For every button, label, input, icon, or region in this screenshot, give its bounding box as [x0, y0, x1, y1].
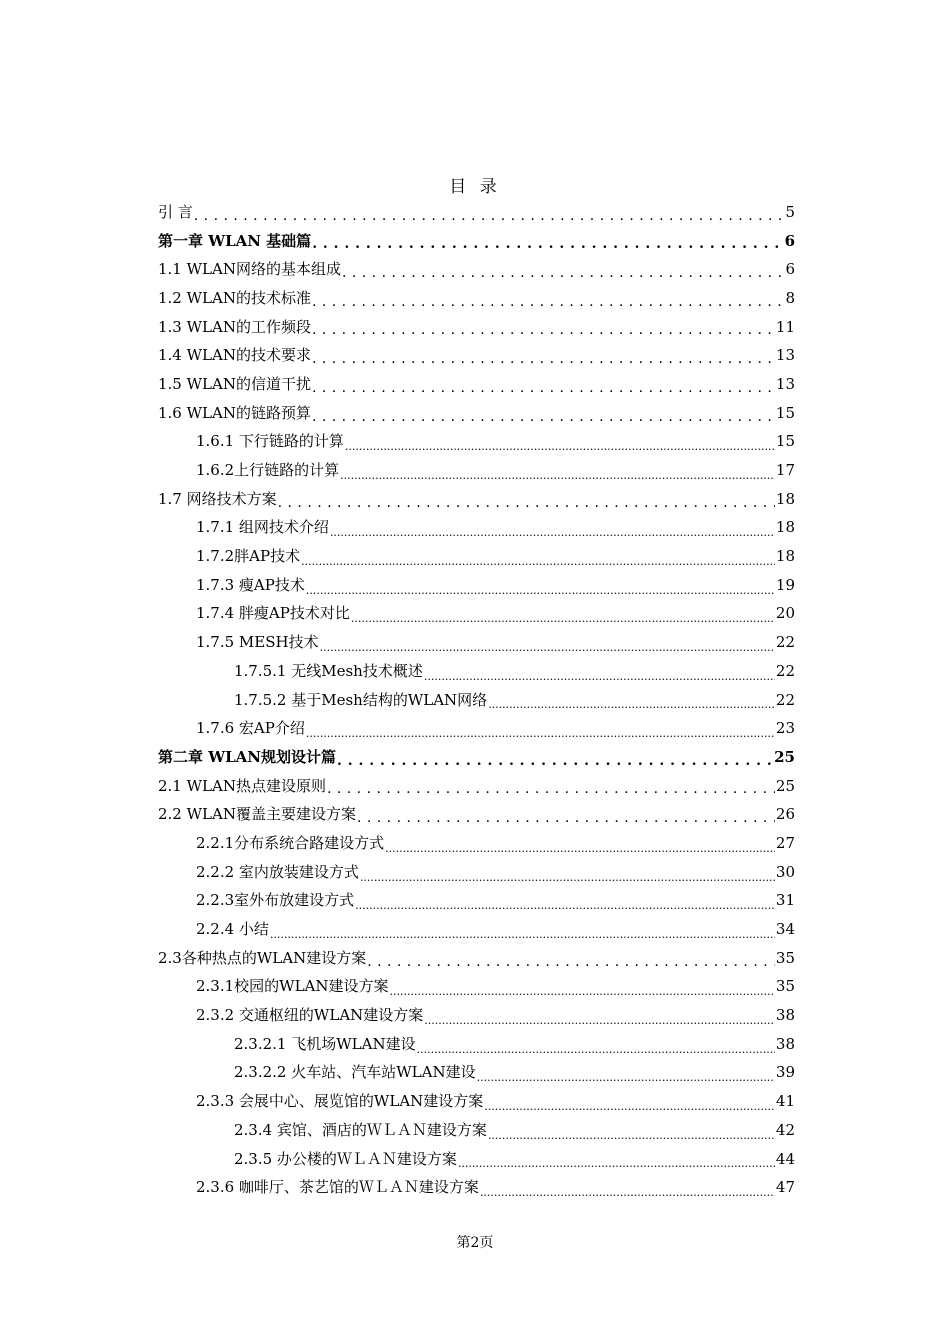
dot-leader	[367, 957, 775, 973]
toc-entry[interactable]	[158, 829, 795, 858]
toc-entry-label: 2.2.3室外布放建设方式	[196, 891, 355, 910]
dot-leader	[306, 727, 775, 743]
toc-entry-page-number: 41	[775, 1092, 795, 1111]
toc-entry-label: 2.3.4 宾馆、酒店的ＷＬＡＮ建设方案	[234, 1120, 487, 1139]
toc-entry-label: 1.6 WLAN的链路预算	[158, 403, 311, 422]
toc-entry[interactable]	[158, 313, 795, 342]
toc-entry-label: 1.4 WLAN的技术要求	[158, 346, 311, 365]
toc-entry[interactable]	[158, 1116, 795, 1145]
toc-entry-label: 1.7.5.2 基于Mesh结构的WLAN网络	[234, 690, 488, 709]
toc-entry[interactable]	[158, 485, 795, 514]
toc-entry-label: 2.3.6 咖啡厅、茶艺馆的ＷＬＡＮ建设方案	[196, 1178, 479, 1197]
toc-entry-page-number: 8	[785, 288, 795, 307]
dot-leader	[458, 1157, 775, 1173]
toc-entry-label: 2.3.1校园的WLAN建设方案	[196, 977, 389, 996]
toc-entry-label: 2.3.2.1 飞机场WLAN建设	[234, 1034, 416, 1053]
dot-leader	[306, 584, 775, 600]
toc-entry-page-number: 18	[775, 489, 795, 508]
toc-entry-page-number: 13	[775, 346, 795, 365]
toc-entry-label: 2.3.2.2 火车站、汽车站WLAN建设	[234, 1063, 476, 1082]
dot-leader	[312, 354, 775, 370]
toc-entry-label: 1.7.4 胖瘦AP技术对比	[196, 604, 350, 623]
dot-leader	[355, 899, 775, 915]
page-number-footer: 第2页	[456, 1235, 494, 1251]
dot-leader	[301, 555, 775, 571]
toc-entry-label: 1.1 WLAN网络的基本组成	[158, 260, 341, 279]
page-title: 目 录	[449, 177, 501, 197]
dot-leader	[477, 1071, 775, 1087]
dot-leader	[340, 469, 775, 485]
toc-entry[interactable]	[158, 714, 795, 743]
toc-entry[interactable]	[158, 628, 795, 657]
toc-entry[interactable]	[158, 542, 795, 571]
toc-entry-page-number: 35	[775, 948, 795, 967]
toc-entry-label: 第二章 WLAN规划设计篇	[158, 747, 336, 766]
dot-leader	[312, 383, 775, 399]
toc-entry-page-number: 30	[775, 862, 795, 881]
toc-entry-label: 2.3各种热点的WLAN建设方案	[158, 948, 367, 967]
toc-entry-page-number: 18	[775, 547, 795, 566]
dot-leader	[312, 325, 775, 341]
toc-entry-page-number: 11	[775, 317, 795, 336]
toc-entry-page-number: 6	[784, 231, 795, 250]
toc-entry-page-number: 22	[775, 633, 795, 652]
toc-entry-label: 2.3.5 办公楼的ＷＬＡＮ建设方案	[234, 1149, 457, 1168]
dot-leader	[312, 297, 784, 313]
dot-leader	[320, 641, 775, 657]
toc-entry-page-number: 39	[775, 1063, 795, 1082]
dot-leader	[417, 1043, 775, 1059]
toc-entry-page-number: 38	[775, 1034, 795, 1053]
dot-leader	[424, 670, 775, 686]
toc-entry-page-number: 22	[775, 661, 795, 680]
toc-entry-page-number: 35	[775, 977, 795, 996]
toc-entry-page-number: 22	[775, 690, 795, 709]
toc-entry-page-number: 42	[775, 1120, 795, 1139]
toc-entry-label: 1.7.2胖AP技术	[196, 547, 301, 566]
dot-leader	[327, 784, 775, 800]
dot-leader	[312, 239, 783, 255]
toc-entry[interactable]	[158, 973, 795, 1002]
toc-entry[interactable]	[158, 341, 795, 370]
toc-entry[interactable]	[158, 399, 795, 428]
toc-entry-label: 2.2 WLAN覆盖主要建设方案	[158, 805, 356, 824]
toc-entry-label: 2.3.3 会展中心、展览馆的WLAN建设方案	[196, 1092, 484, 1111]
toc-entry-page-number: 6	[785, 260, 795, 279]
dot-leader	[390, 985, 775, 1001]
dot-leader	[270, 928, 775, 944]
toc-entry-label: 1.3 WLAN的工作频段	[158, 317, 311, 336]
dot-leader	[330, 526, 775, 542]
toc-entry-label: 2.1 WLAN热点建设原则	[158, 776, 326, 795]
toc-entry[interactable]	[158, 686, 795, 715]
dot-leader	[385, 842, 775, 858]
toc-entry[interactable]	[158, 1030, 795, 1059]
toc-entry[interactable]	[158, 255, 795, 284]
toc-entry-label: 2.3.2 交通枢纽的WLAN建设方案	[196, 1006, 424, 1025]
dot-leader	[194, 211, 785, 227]
toc-entry[interactable]	[158, 571, 795, 600]
toc-entry[interactable]	[158, 428, 795, 457]
toc-entry-page-number: 20	[775, 604, 795, 623]
toc-entry[interactable]	[158, 772, 795, 801]
dot-leader	[488, 1129, 775, 1145]
dot-leader	[360, 871, 775, 887]
toc-entry-label: 1.6.2上行链路的计算	[196, 461, 340, 480]
toc-entry[interactable]	[158, 743, 795, 772]
toc-entry[interactable]	[158, 284, 795, 313]
toc-entry-page-number: 44	[775, 1149, 795, 1168]
toc-entry-page-number: 17	[775, 461, 795, 480]
dot-leader	[351, 612, 775, 628]
toc-entry-page-number: 31	[775, 891, 795, 910]
toc-entry[interactable]	[158, 1173, 795, 1202]
dot-leader	[278, 498, 775, 514]
toc-entry-label: 1.7.6 宏AP介绍	[196, 719, 305, 738]
toc-entry[interactable]	[158, 1145, 795, 1174]
toc-entry-label: 1.7.3 瘦AP技术	[196, 575, 305, 594]
toc-entry[interactable]	[158, 198, 795, 227]
toc-entry-label: 1.2 WLAN的技术标准	[158, 288, 311, 307]
toc-entry-page-number: 25	[775, 776, 795, 795]
toc-entry-page-number: 15	[775, 403, 795, 422]
toc-entry-page-number: 26	[775, 805, 795, 824]
toc-entry[interactable]	[158, 800, 795, 829]
toc-entry[interactable]	[158, 915, 795, 944]
toc-entry-label: 2.2.4 小结	[196, 920, 269, 939]
dot-leader	[357, 813, 775, 829]
toc-entry-page-number: 38	[775, 1006, 795, 1025]
toc-entry-page-number: 13	[775, 374, 795, 393]
dot-leader	[484, 1100, 775, 1116]
toc-entry[interactable]	[158, 887, 795, 916]
toc-entry-label: 2.2.2 室内放装建设方式	[196, 862, 359, 881]
toc-entry[interactable]	[158, 858, 795, 887]
toc-entry-page-number: 15	[775, 432, 795, 451]
toc-entry-page-number: 19	[775, 575, 795, 594]
toc-entry-label: 引 言	[158, 202, 193, 221]
toc-entry-label: 第一章 WLAN 基础篇	[158, 231, 312, 250]
toc-entry[interactable]	[158, 370, 795, 399]
toc-entry-page-number: 47	[775, 1178, 795, 1197]
toc-entry[interactable]	[158, 1087, 795, 1116]
toc-entry[interactable]	[158, 456, 795, 485]
toc-entry[interactable]	[158, 514, 795, 543]
toc-entry[interactable]	[158, 1001, 795, 1030]
toc-entry[interactable]	[158, 600, 795, 629]
toc-entry-page-number: 34	[775, 920, 795, 939]
toc-entry-label: 1.7.5.1 无线Mesh技术概述	[234, 661, 423, 680]
toc-entry[interactable]	[158, 1059, 795, 1088]
toc-entry-label: 1.5 WLAN的信道干扰	[158, 374, 311, 393]
toc-entry-label: 2.2.1分布系统合路建设方式	[196, 833, 385, 852]
toc-entry-page-number: 25	[774, 747, 795, 766]
toc-entry-page-number: 27	[775, 833, 795, 852]
dot-leader	[480, 1186, 775, 1202]
dot-leader	[345, 440, 775, 456]
table-of-contents	[158, 198, 795, 1202]
toc-entry[interactable]	[158, 657, 795, 686]
toc-entry-page-number: 5	[785, 202, 795, 221]
toc-entry-page-number: 18	[775, 518, 795, 537]
toc-entry-label: 1.7.5 MESH技术	[196, 633, 319, 652]
toc-entry-page-number: 23	[775, 719, 795, 738]
dot-leader	[312, 412, 775, 428]
toc-entry-label: 1.7.1 组网技术介绍	[196, 518, 329, 537]
toc-entry-label: 1.6.1 下行链路的计算	[196, 432, 344, 451]
dot-leader	[337, 756, 773, 772]
toc-entry[interactable]	[158, 944, 795, 973]
toc-entry-label: 1.7 网络技术方案	[158, 489, 277, 508]
dot-leader	[488, 698, 775, 714]
dot-leader	[342, 268, 784, 284]
toc-entry[interactable]	[158, 227, 795, 256]
dot-leader	[424, 1014, 775, 1030]
